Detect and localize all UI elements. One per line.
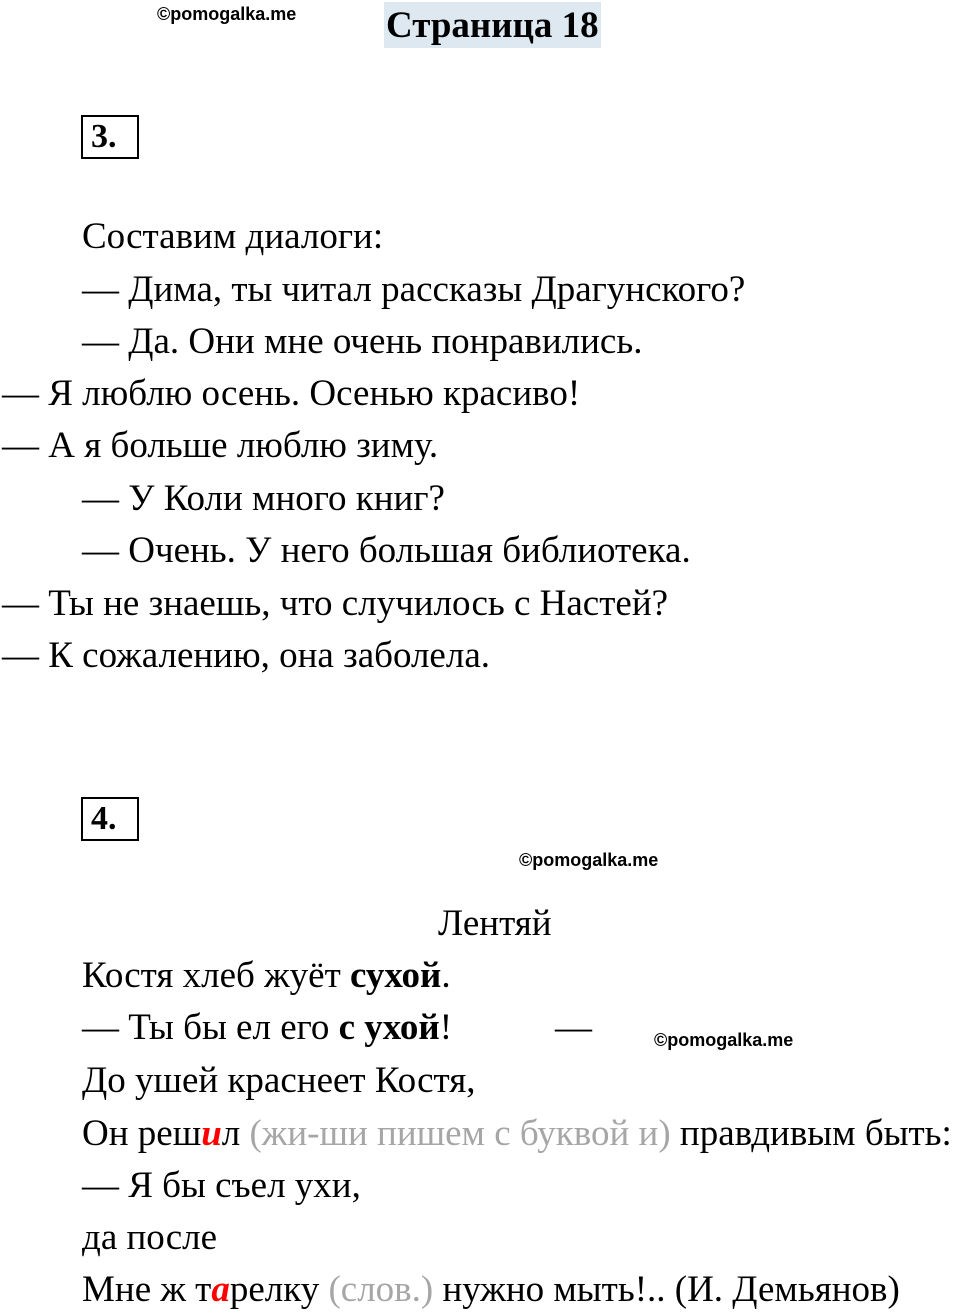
poem-line: — Я бы съел ухи, — [82, 1165, 361, 1206]
bold-word: с ухой — [338, 1007, 440, 1048]
dialog-line: — К сожалению, она заболела. — [2, 635, 490, 676]
dialog-line: — Очень. У него большая библиотека. — [82, 530, 691, 571]
poem-line: Он решил (жи-ши пишем с буквой и) правдивым быть: — [82, 1113, 952, 1154]
poem-line: Костя хлеб жуёт сухой. — [82, 955, 451, 996]
task-number-4: 4. — [81, 797, 139, 841]
watermark: ©pomogalka.me — [654, 1030, 794, 1050]
poem-line: — Ты бы ел его с ухой! — [82, 1007, 453, 1048]
dialog-line: — Да. Они мне очень понравились. — [82, 321, 643, 362]
dialog-line: — А я больше люблю зиму. — [2, 425, 439, 466]
dialog-line: — Ты не знаешь, что случилось с Настей? — [2, 583, 669, 624]
spelling-hint: (слов.) — [328, 1269, 434, 1310]
highlighted-letter: а — [211, 1269, 230, 1310]
poem-line: да после — [82, 1217, 218, 1258]
dialog-line: — Я люблю осень. Осенью красиво! — [2, 373, 581, 414]
highlighted-letter: и — [201, 1113, 222, 1154]
poem-line: До ушей краснеет Костя, — [82, 1060, 476, 1101]
poem-title: Лентяй — [438, 903, 552, 944]
bold-word: сухой — [350, 955, 442, 996]
watermark: ©pomogalka.me — [519, 850, 659, 870]
watermark: ©pomogalka.me — [157, 4, 297, 24]
dialog-line: — У Коли много книг? — [82, 478, 445, 519]
dialog-line: — Дима, ты читал рассказы Драгунского? — [82, 269, 746, 310]
spelling-hint: (жи-ши пишем с буквой и) — [249, 1113, 671, 1154]
task3-intro: Составим диалоги: — [82, 216, 384, 257]
task-number-3: 3. — [81, 115, 139, 159]
poem-line: Мне ж тарелку (слов.) нужно мыть!.. (И. Демьянов) — [82, 1269, 900, 1310]
page-title: Страница 18 — [384, 2, 601, 48]
stray-dash: — — [555, 1007, 592, 1048]
